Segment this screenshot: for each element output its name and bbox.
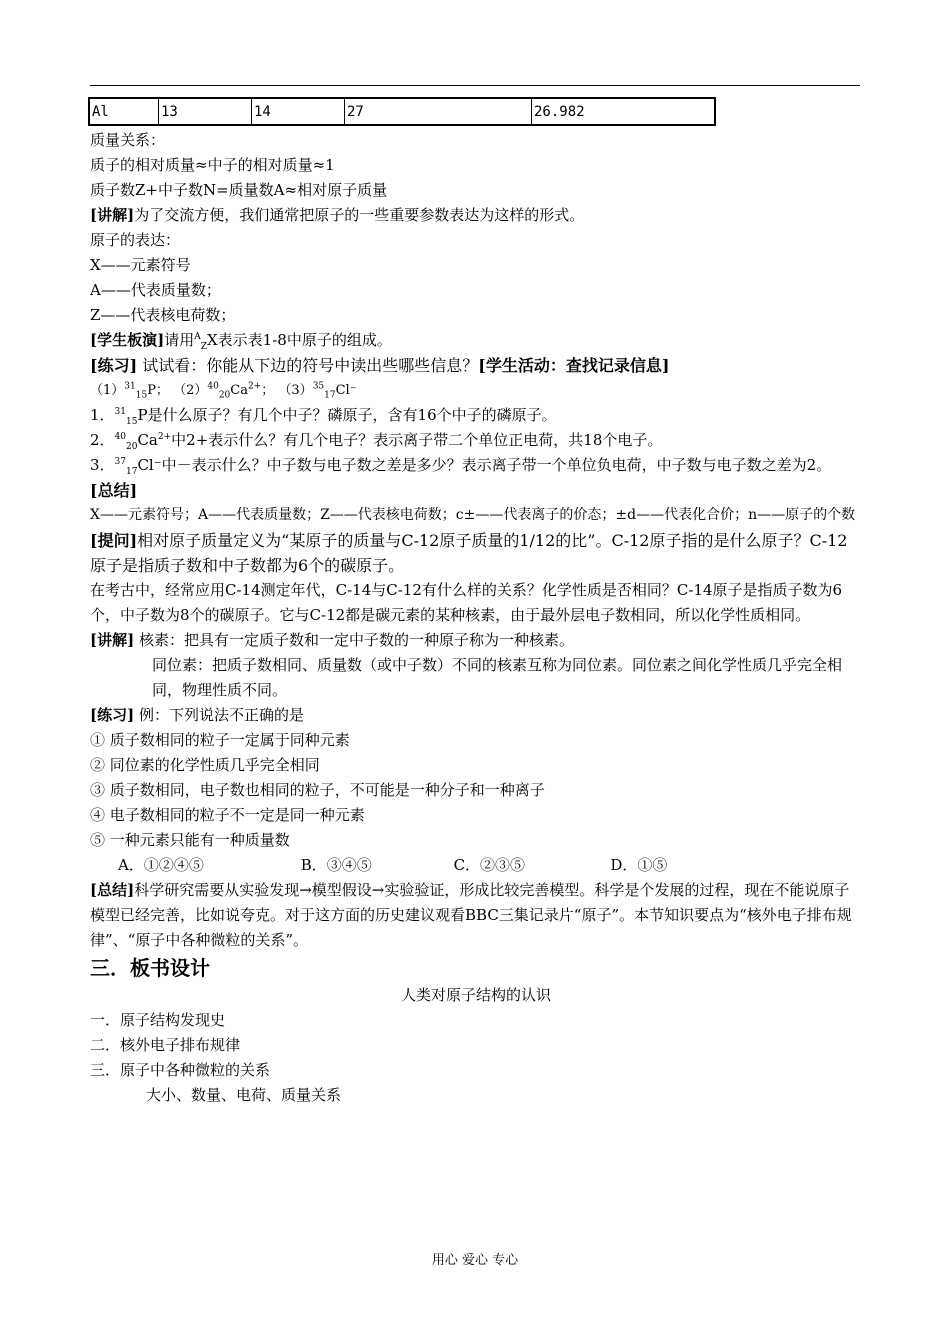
option-item: ④ 电子数相同的粒子不一定是同一种元素 [90, 806, 365, 824]
tag-label: [提问] [90, 531, 138, 550]
text-span: 相对原子质量定义为“某原子的质量与C-12原子质量的1/12的比”。C-12原子指的是什么原子？C-12原子是指质子数和中子数都为6个的碳原子。 [90, 531, 848, 575]
subscript: 17 [324, 390, 336, 401]
text-line [90, 353, 862, 378]
text-line: 质量关系： [90, 131, 166, 149]
table-cell: Al [89, 98, 159, 125]
superscript: 31 [114, 407, 126, 417]
option-item: ③ 质子数相同，电子数也相同的粒子，不可能是一种分子和一种离子 [90, 781, 545, 799]
subscript: 20 [126, 442, 138, 452]
tag-label: [讲解] [90, 206, 135, 224]
superscript: 40 [114, 432, 126, 442]
text-span: P； [147, 383, 169, 398]
text-span: （3） [278, 383, 313, 398]
text-span: 例：下列说法不正确的是 [138, 706, 304, 724]
superscript: 2+ [247, 381, 262, 392]
superscript: 37 [114, 457, 126, 467]
text-line [90, 328, 862, 353]
list-item: 二．核外电子排布规律 [90, 1036, 241, 1054]
board-subtitle: 人类对原子结构的认识 [400, 986, 551, 1004]
option-item: ⑤ 一种元素只能有一种质量数 [90, 831, 290, 849]
text-span: Cl⁻中－表示什么？中子数与电子数之差是多少？表示离子带一个单位负电荷，中子数与电子数之差为2。 [137, 456, 832, 474]
text-span: 1． [90, 406, 115, 424]
list-sub-item: 大小、数量、电荷、质量关系 [146, 1086, 342, 1104]
table-cell: 27 [345, 98, 532, 125]
text-span: 科学研究需要从实验发现→模型假设→实验验证，形成比较完善模型。科学是个发展的过程，现在不能说原子模型已经完善，比如说夸克。对于这方面的历史建议观看BBC三集记录片“原子”。本节知识要点为“核外电子排布规律”、“原子中各种微粒的关系”。 [90, 881, 852, 949]
option-item: ② 同位素的化学性质几乎完全相同 [90, 756, 320, 774]
text-span: P是什么原子？有几个中子？磷原子，含有16个中子的磷原子。 [137, 406, 557, 424]
text-line [90, 203, 862, 228]
choice-a: A．①②④⑤ [118, 856, 204, 874]
subscript: 20 [218, 390, 231, 401]
text-line: 原子的表达： [90, 231, 181, 249]
text-span: 试试看：你能从下边的符号中读出些哪些信息？ [142, 356, 479, 375]
text-line [90, 878, 862, 953]
subscript: 15 [135, 390, 148, 401]
text-span: 请用 [164, 331, 195, 349]
text-line [90, 703, 862, 728]
text-line [90, 453, 862, 478]
text-line: X——元素符号 [90, 256, 191, 274]
subscript: Z [200, 342, 207, 352]
text-span: Cl⁻ [335, 383, 357, 398]
superscript: A [194, 332, 201, 342]
tag-label: [练习] [90, 356, 138, 375]
text-span: （1） [90, 383, 125, 398]
section-title: 三．板书设计 [90, 956, 210, 980]
text-span: X表示表1-8中原子的组成。 [206, 331, 392, 349]
text-span: 核素：把具有一定质子数和一定中子数的一种原子称为一种核素。 [138, 631, 574, 649]
tag-label: [学生板演] [90, 331, 165, 349]
tag-label: [总结] [90, 881, 135, 899]
text-line: Z——代表核电荷数； [90, 306, 236, 324]
text-line: 质子数Z+中子数N=质量数A≈相对原子质量 [90, 181, 388, 199]
choice-b: B．③④⑤ [300, 856, 372, 874]
text-span: 3． [90, 456, 115, 474]
page-footer: 用心 爱心 专心 [431, 1253, 519, 1268]
choice-c: C．②③⑤ [453, 856, 526, 874]
text-line: A——代表质量数； [90, 281, 221, 299]
choice-d: D．①⑤ [610, 856, 668, 874]
tag-label: [学生活动：查找记录信息] [478, 356, 670, 375]
text-line [90, 428, 862, 453]
superscript: 40 [207, 381, 219, 392]
text-line [90, 628, 862, 653]
list-item: 三．原子中各种微粒的关系 [90, 1061, 271, 1079]
table-row [89, 98, 715, 125]
text-span: （2） [173, 383, 208, 398]
table-cell: 26.982 [532, 98, 716, 125]
text-span: 2． [90, 431, 115, 449]
text-span: Ca [230, 383, 248, 398]
table-cell: 14 [252, 98, 345, 125]
header-rule [90, 85, 860, 86]
superscript: 2+ [157, 432, 172, 442]
tag-label: [讲解] [90, 631, 135, 649]
table-cell: 13 [159, 98, 252, 125]
option-item: ① 质子数相同的粒子一定属于同种元素 [90, 731, 350, 749]
tag-label: [练习] [90, 706, 135, 724]
text-line: 同位素：把质子数相同、质量数（或中子数）不同的核素互称为同位素。同位素之间化学性质几乎完全相同，物理性质不同。 [152, 656, 843, 699]
superscript: 31 [124, 381, 136, 392]
text-span: Ca [137, 431, 158, 449]
document-body [90, 128, 862, 1108]
list-item: 一．原子结构发现史 [90, 1011, 226, 1029]
text-span: ； [261, 383, 275, 398]
text-line [90, 403, 862, 428]
answer-choices [90, 853, 862, 878]
text-line [90, 528, 862, 578]
text-line [90, 378, 862, 403]
tag-label: [总结] [90, 481, 138, 500]
superscript: 35 [312, 381, 325, 392]
text-span: 中2+表示什么？有几个电子？表示离子带二个单位正电荷，共18个电子。 [171, 431, 663, 449]
subscript: 17 [126, 467, 138, 477]
text-line: 在考古中，经常应用C-14测定年代，C-14与C-12有什么样的关系？化学性质是否相同？C-14原子是指质子数为6个，中子数为8个的碳原子。它与C-12都是碳元素的某种核素，由于最外层电子数相同，所以化学性质相同。 [90, 581, 843, 624]
element-data-table [88, 97, 716, 126]
text-span: 为了交流方便，我们通常把原子的一些重要参数表达为这样的形式。 [134, 206, 585, 224]
subscript: 15 [126, 417, 138, 427]
text-line: 质子的相对质量≈中子的相对质量≈1 [90, 156, 335, 174]
text-line: X——元素符号；A——代表质量数；Z——代表核电荷数；c±——代表离子的价态；±d——代表化合价；n——原子的个数 [90, 507, 856, 523]
